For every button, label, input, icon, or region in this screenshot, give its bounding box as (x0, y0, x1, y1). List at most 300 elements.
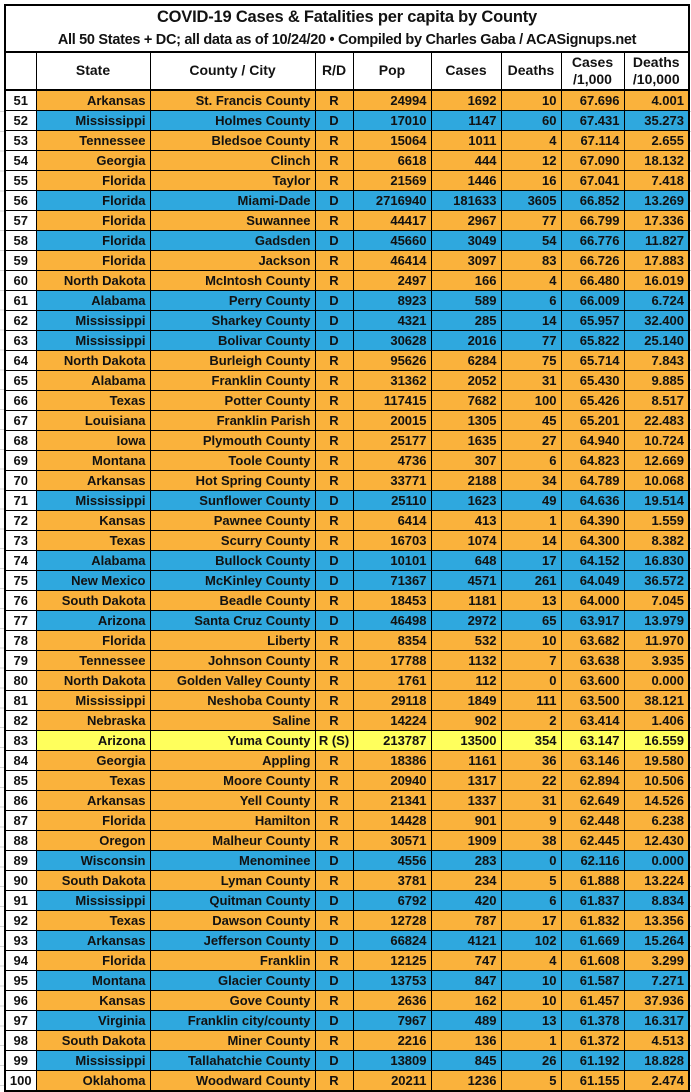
cases-per-1000-cell: 61.608 (561, 951, 624, 971)
deaths-per-10000-cell: 15.264 (624, 931, 689, 951)
population-cell: 17788 (353, 651, 431, 671)
party-cell: D (315, 1051, 353, 1071)
county-cell: Jefferson County (150, 931, 315, 951)
state-cell: Kansas (36, 991, 150, 1011)
rank-cell: 66 (5, 391, 36, 411)
population-cell: 18386 (353, 751, 431, 771)
rank-cell: 63 (5, 331, 36, 351)
county-cell: Menominee (150, 851, 315, 871)
party-cell: D (315, 191, 353, 211)
deaths-cell: 60 (501, 111, 561, 131)
page-title: COVID-19 Cases & Fatalities per capita by County (156, 8, 538, 26)
rank-cell: 94 (5, 951, 36, 971)
deaths-per-10000-cell: 3.299 (624, 951, 689, 971)
state-cell: Georgia (36, 751, 150, 771)
table-row (5, 311, 689, 331)
rank-cell: 76 (5, 591, 36, 611)
cases-cell: 1305 (431, 411, 501, 431)
cases-cell: 2052 (431, 371, 501, 391)
rank-cell: 91 (5, 891, 36, 911)
deaths-cell: 13 (501, 1011, 561, 1031)
party-cell: R (315, 511, 353, 531)
population-cell: 46414 (353, 251, 431, 271)
rank-cell: 52 (5, 111, 36, 131)
rank-cell: 58 (5, 231, 36, 251)
table-row (5, 411, 689, 431)
party-cell: R (315, 1071, 353, 1092)
cases-cell: 112 (431, 671, 501, 691)
population-cell: 33771 (353, 471, 431, 491)
cases-per-1000-cell: 61.457 (561, 991, 624, 1011)
deaths-per-10000-cell: 12.669 (624, 451, 689, 471)
county-cell: Liberty (150, 631, 315, 651)
cases-cell: 1147 (431, 111, 501, 131)
party-cell: R (315, 431, 353, 451)
cases-per-1000-cell: 63.147 (561, 731, 624, 751)
county-cell: Franklin Parish (150, 411, 315, 431)
rank-cell: 90 (5, 871, 36, 891)
county-cell: Golden Valley County (150, 671, 315, 691)
party-cell: R (315, 791, 353, 811)
rank-cell: 77 (5, 611, 36, 631)
table-row (5, 911, 689, 931)
state-cell: Oregon (36, 831, 150, 851)
county-cell: McKinley County (150, 571, 315, 591)
cases-cell: 1909 (431, 831, 501, 851)
deaths-rate-header-line1: Deaths (632, 53, 680, 70)
cases-cell: 285 (431, 311, 501, 331)
party-cell: D (315, 891, 353, 911)
cases-cell: 3097 (431, 251, 501, 271)
county-cell: Suwannee (150, 211, 315, 231)
cases-per-1000-cell: 62.448 (561, 811, 624, 831)
party-cell: R (315, 591, 353, 611)
deaths-cell: 49 (501, 491, 561, 511)
cases-per-1000-cell: 67.041 (561, 171, 624, 191)
population-cell: 15064 (353, 131, 431, 151)
population-cell: 18453 (353, 591, 431, 611)
deaths-cell: 34 (501, 471, 561, 491)
rank-cell: 80 (5, 671, 36, 691)
state-cell: South Dakota (36, 871, 150, 891)
cases-per-1000-cell: 65.430 (561, 371, 624, 391)
cases-per-1000-cell: 66.009 (561, 291, 624, 311)
county-cell: Neshoba County (150, 691, 315, 711)
population-cell: 14224 (353, 711, 431, 731)
deaths-cell: 77 (501, 331, 561, 351)
rank-cell: 59 (5, 251, 36, 271)
cases-per-1000-cell: 67.696 (561, 90, 624, 111)
cases-per-1000-cell: 67.114 (561, 131, 624, 151)
cases-cell: 2967 (431, 211, 501, 231)
population-cell: 6414 (353, 511, 431, 531)
cases-per-1000-cell: 61.837 (561, 891, 624, 911)
rank-cell: 95 (5, 971, 36, 991)
population-cell: 8923 (353, 291, 431, 311)
cases-per-1000-cell: 62.445 (561, 831, 624, 851)
state-cell: Arkansas (36, 90, 150, 111)
table-head-section (5, 5, 689, 90)
cases-cell: 307 (431, 451, 501, 471)
deaths-per-10000-cell: 8.517 (624, 391, 689, 411)
population-cell: 24994 (353, 90, 431, 111)
party-cell: R (315, 811, 353, 831)
deaths-per-10000-cell: 18.132 (624, 151, 689, 171)
county-cell: St. Francis County (150, 90, 315, 111)
population-cell: 13753 (353, 971, 431, 991)
party-cell: R (315, 271, 353, 291)
state-cell: Oklahoma (36, 1071, 150, 1092)
rank-cell: 96 (5, 991, 36, 1011)
cases-cell: 13500 (431, 731, 501, 751)
party-cell: R (315, 631, 353, 651)
col-rank-header (5, 52, 36, 90)
deaths-cell: 7 (501, 651, 561, 671)
rank-cell: 88 (5, 831, 36, 851)
deaths-per-10000-cell: 13.224 (624, 871, 689, 891)
cases-cell: 747 (431, 951, 501, 971)
deaths-per-10000-cell: 13.356 (624, 911, 689, 931)
state-cell: South Dakota (36, 591, 150, 611)
deaths-cell: 2 (501, 711, 561, 731)
cases-per-1000-cell: 61.832 (561, 911, 624, 931)
deaths-per-10000-cell: 6.724 (624, 291, 689, 311)
cases-per-1000-cell: 66.480 (561, 271, 624, 291)
population-cell: 21569 (353, 171, 431, 191)
state-cell: Montana (36, 451, 150, 471)
deaths-per-10000-cell: 17.336 (624, 211, 689, 231)
rank-cell: 70 (5, 471, 36, 491)
rank-cell: 55 (5, 171, 36, 191)
state-cell: Tennessee (36, 131, 150, 151)
rank-cell: 75 (5, 571, 36, 591)
deaths-per-10000-cell: 13.979 (624, 611, 689, 631)
cases-cell: 1623 (431, 491, 501, 511)
state-cell: Mississippi (36, 1051, 150, 1071)
party-cell: R (315, 391, 353, 411)
county-cell: Franklin city/county (150, 1011, 315, 1031)
party-cell: D (315, 491, 353, 511)
population-cell: 1761 (353, 671, 431, 691)
county-cell: Johnson County (150, 651, 315, 671)
rank-cell: 86 (5, 791, 36, 811)
cases-cell: 1132 (431, 651, 501, 671)
state-cell: Mississippi (36, 331, 150, 351)
table-row (5, 611, 689, 631)
deaths-cell: 22 (501, 771, 561, 791)
rank-cell: 65 (5, 371, 36, 391)
table-row (5, 711, 689, 731)
population-cell: 17010 (353, 111, 431, 131)
party-cell: R (315, 671, 353, 691)
deaths-per-10000-cell: 11.970 (624, 631, 689, 651)
cases-cell: 787 (431, 911, 501, 931)
rank-cell: 57 (5, 211, 36, 231)
party-cell: R (315, 371, 353, 391)
table-row (5, 851, 689, 871)
deaths-per-10000-cell: 38.121 (624, 691, 689, 711)
party-cell: R (315, 751, 353, 771)
spreadsheet-area (4, 4, 690, 1092)
cases-per-1000-cell: 63.917 (561, 611, 624, 631)
population-cell: 7967 (353, 1011, 431, 1031)
state-cell: Florida (36, 811, 150, 831)
col-rd-header: R/D (315, 52, 353, 90)
cases-cell: 648 (431, 551, 501, 571)
cases-per-1000-cell: 65.957 (561, 311, 624, 331)
population-cell: 2216 (353, 1031, 431, 1051)
cases-per-1000-cell: 66.799 (561, 211, 624, 231)
cases-per-1000-cell: 64.636 (561, 491, 624, 511)
deaths-per-10000-cell: 10.506 (624, 771, 689, 791)
county-cell: Taylor (150, 171, 315, 191)
cases-cell: 1692 (431, 90, 501, 111)
party-cell: R (315, 451, 353, 471)
cases-cell: 4571 (431, 571, 501, 591)
deaths-cell: 10 (501, 991, 561, 1011)
table-row (5, 211, 689, 231)
deaths-cell: 13 (501, 591, 561, 611)
deaths-cell: 4 (501, 131, 561, 151)
cases-cell: 6284 (431, 351, 501, 371)
deaths-cell: 111 (501, 691, 561, 711)
cases-per-1000-cell: 66.726 (561, 251, 624, 271)
party-cell: R (315, 871, 353, 891)
rank-cell: 73 (5, 531, 36, 551)
population-cell: 71367 (353, 571, 431, 591)
deaths-cell: 31 (501, 791, 561, 811)
col-cases-header: Cases (431, 52, 501, 90)
state-cell: Montana (36, 971, 150, 991)
table-body (5, 90, 689, 1091)
deaths-cell: 354 (501, 731, 561, 751)
county-cell: Yuma County (150, 731, 315, 751)
state-cell: North Dakota (36, 271, 150, 291)
title-row (5, 5, 689, 52)
county-cell: Burleigh County (150, 351, 315, 371)
population-cell: 4556 (353, 851, 431, 871)
state-cell: Alabama (36, 291, 150, 311)
county-cell: Yell County (150, 791, 315, 811)
deaths-per-10000-cell: 9.885 (624, 371, 689, 391)
county-cell: Sharkey County (150, 311, 315, 331)
table-row (5, 491, 689, 511)
col-cases-per-1000-header (561, 52, 624, 90)
deaths-cell: 14 (501, 311, 561, 331)
table-row (5, 231, 689, 251)
population-cell: 30571 (353, 831, 431, 851)
deaths-per-10000-cell: 10.724 (624, 431, 689, 451)
state-cell: Wisconsin (36, 851, 150, 871)
cases-cell: 4121 (431, 931, 501, 951)
party-cell: R (315, 691, 353, 711)
deaths-cell: 10 (501, 90, 561, 111)
state-cell: Arkansas (36, 471, 150, 491)
population-cell: 20211 (353, 1071, 431, 1092)
population-cell: 13809 (353, 1051, 431, 1071)
cases-cell: 136 (431, 1031, 501, 1051)
deaths-cell: 16 (501, 171, 561, 191)
state-cell: Florida (36, 231, 150, 251)
state-cell: South Dakota (36, 1031, 150, 1051)
cases-per-1000-cell: 65.714 (561, 351, 624, 371)
deaths-cell: 5 (501, 1071, 561, 1092)
deaths-cell: 17 (501, 551, 561, 571)
party-cell: R (315, 911, 353, 931)
state-cell: Florida (36, 191, 150, 211)
party-cell: R (315, 131, 353, 151)
population-cell: 95626 (353, 351, 431, 371)
table-row (5, 431, 689, 451)
table-row (5, 951, 689, 971)
county-cell: Sunflower County (150, 491, 315, 511)
county-cell: Bolivar County (150, 331, 315, 351)
population-cell: 20015 (353, 411, 431, 431)
col-deaths-header: Deaths (501, 52, 561, 90)
deaths-per-10000-cell: 1.406 (624, 711, 689, 731)
cases-cell: 3049 (431, 231, 501, 251)
column-header-row (5, 52, 689, 90)
cases-cell: 166 (431, 271, 501, 291)
rank-cell: 99 (5, 1051, 36, 1071)
state-cell: Texas (36, 531, 150, 551)
county-cell: Lyman County (150, 871, 315, 891)
cases-per-1000-cell: 64.390 (561, 511, 624, 531)
cases-per-1000-cell: 66.852 (561, 191, 624, 211)
cases-per-1000-cell: 61.192 (561, 1051, 624, 1071)
table-row (5, 291, 689, 311)
cases-rate-header-line1: Cases (571, 53, 614, 70)
county-cell: Hamilton (150, 811, 315, 831)
table-row (5, 1071, 689, 1092)
state-cell: Kansas (36, 511, 150, 531)
population-cell: 25177 (353, 431, 431, 451)
rank-cell: 72 (5, 511, 36, 531)
table-row (5, 111, 689, 131)
rank-cell: 87 (5, 811, 36, 831)
deaths-per-10000-cell: 19.580 (624, 751, 689, 771)
cases-cell: 2972 (431, 611, 501, 631)
rank-cell: 93 (5, 931, 36, 951)
party-cell: D (315, 111, 353, 131)
cases-cell: 2016 (431, 331, 501, 351)
county-cell: Malheur County (150, 831, 315, 851)
party-cell: R (315, 351, 353, 371)
party-cell: D (315, 1011, 353, 1031)
party-cell: D (315, 851, 353, 871)
deaths-per-10000-cell: 8.834 (624, 891, 689, 911)
county-cell: Clinch (150, 151, 315, 171)
state-cell: Texas (36, 391, 150, 411)
table-row (5, 131, 689, 151)
population-cell: 20940 (353, 771, 431, 791)
table-row (5, 451, 689, 471)
cases-cell: 162 (431, 991, 501, 1011)
population-cell: 6792 (353, 891, 431, 911)
deaths-cell: 100 (501, 391, 561, 411)
party-cell: D (315, 971, 353, 991)
population-cell: 12125 (353, 951, 431, 971)
title-block (5, 5, 689, 52)
population-cell: 16703 (353, 531, 431, 551)
table-row (5, 771, 689, 791)
table-row (5, 731, 689, 751)
county-cell: Perry County (150, 291, 315, 311)
county-cell: Bledsoe County (150, 131, 315, 151)
rank-cell: 98 (5, 1031, 36, 1051)
state-cell: Georgia (36, 151, 150, 171)
party-cell: R (315, 251, 353, 271)
table-row (5, 671, 689, 691)
deaths-per-10000-cell: 16.830 (624, 551, 689, 571)
table-row (5, 90, 689, 111)
county-cell: Tallahatchie County (150, 1051, 315, 1071)
state-cell: Florida (36, 211, 150, 231)
county-cell: Miner County (150, 1031, 315, 1051)
cases-rate-header-line2: /1,000 (573, 71, 612, 87)
table-row (5, 791, 689, 811)
county-cell: Beadle County (150, 591, 315, 611)
table-row (5, 471, 689, 491)
population-cell: 31362 (353, 371, 431, 391)
party-cell: D (315, 231, 353, 251)
deaths-per-10000-cell: 18.828 (624, 1051, 689, 1071)
deaths-cell: 4 (501, 271, 561, 291)
deaths-per-10000-cell: 16.317 (624, 1011, 689, 1031)
cases-per-1000-cell: 63.600 (561, 671, 624, 691)
party-cell: D (315, 551, 353, 571)
table-row (5, 331, 689, 351)
rank-cell: 56 (5, 191, 36, 211)
cases-per-1000-cell: 64.049 (561, 571, 624, 591)
population-cell: 46498 (353, 611, 431, 631)
covid-county-table (4, 4, 690, 1092)
cases-per-1000-cell: 63.146 (561, 751, 624, 771)
cases-cell: 1161 (431, 751, 501, 771)
county-cell: Glacier County (150, 971, 315, 991)
state-cell: Tennessee (36, 651, 150, 671)
state-cell: Arkansas (36, 931, 150, 951)
cases-per-1000-cell: 64.823 (561, 451, 624, 471)
state-cell: Mississippi (36, 491, 150, 511)
county-cell: Santa Cruz County (150, 611, 315, 631)
county-cell: Plymouth County (150, 431, 315, 451)
rank-cell: 78 (5, 631, 36, 651)
deaths-cell: 0 (501, 851, 561, 871)
deaths-per-10000-cell: 11.827 (624, 231, 689, 251)
cases-cell: 847 (431, 971, 501, 991)
rank-cell: 84 (5, 751, 36, 771)
table-row (5, 1051, 689, 1071)
deaths-cell: 1 (501, 511, 561, 531)
party-cell: R (315, 151, 353, 171)
party-cell: D (315, 331, 353, 351)
rank-cell: 69 (5, 451, 36, 471)
deaths-cell: 31 (501, 371, 561, 391)
rank-cell: 60 (5, 271, 36, 291)
deaths-cell: 38 (501, 831, 561, 851)
cases-per-1000-cell: 63.682 (561, 631, 624, 651)
party-cell: R (S) (315, 731, 353, 751)
population-cell: 117415 (353, 391, 431, 411)
party-cell: R (315, 651, 353, 671)
county-cell: Dawson County (150, 911, 315, 931)
state-cell: Nebraska (36, 711, 150, 731)
table-row (5, 391, 689, 411)
rank-cell: 83 (5, 731, 36, 751)
cases-cell: 444 (431, 151, 501, 171)
party-cell: R (315, 471, 353, 491)
